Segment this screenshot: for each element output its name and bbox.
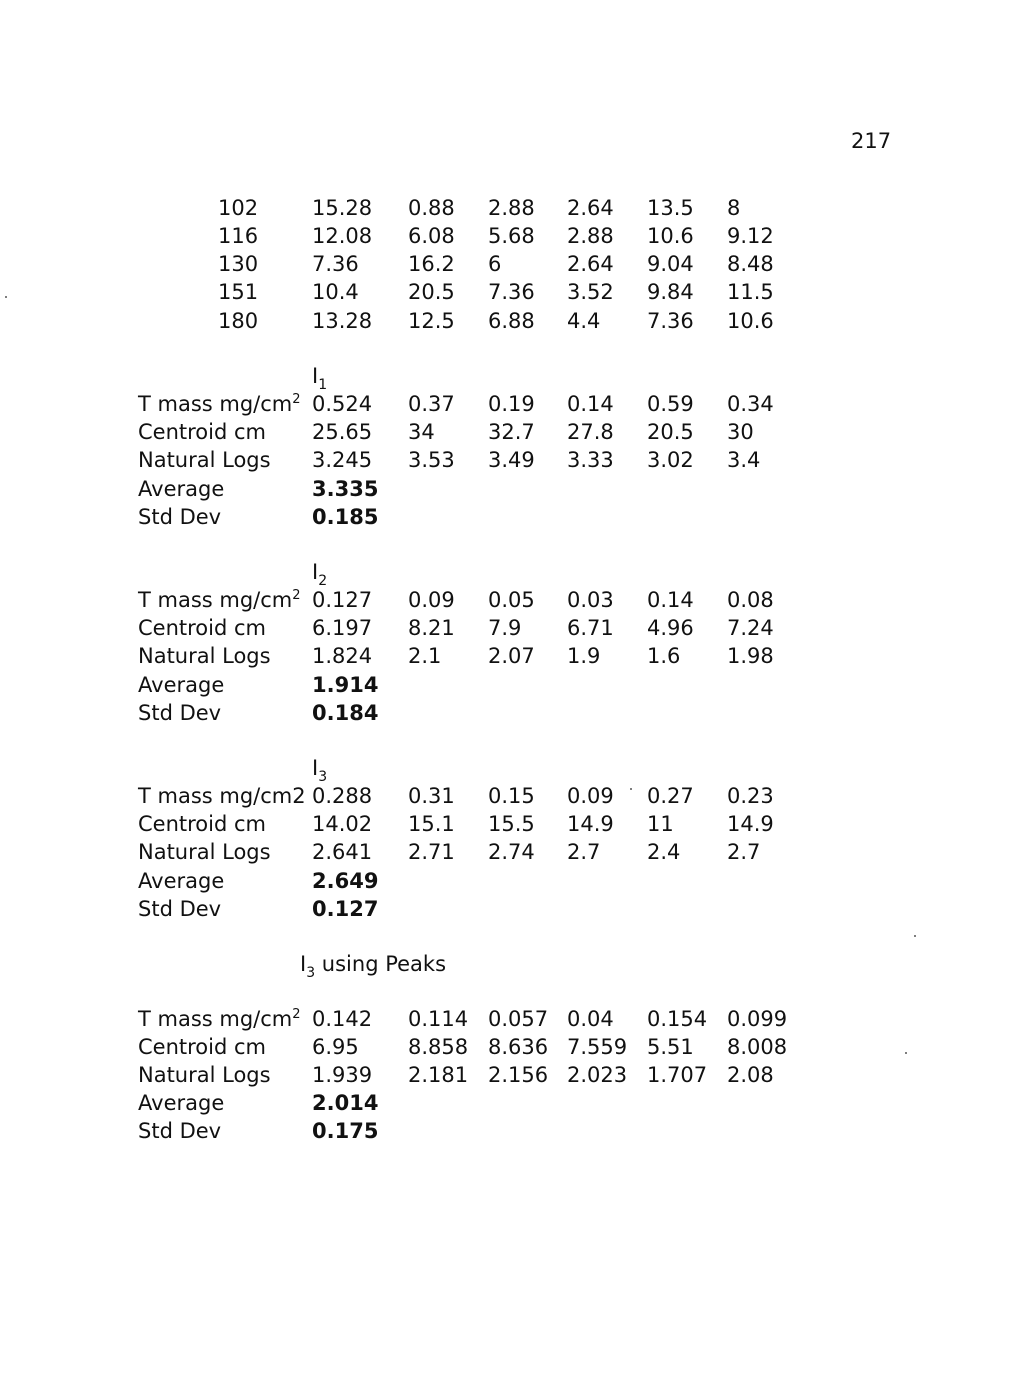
row-label: Std Dev xyxy=(138,505,222,529)
table-cell: 2.641 xyxy=(312,840,373,864)
table-row xyxy=(0,194,1017,222)
table-cell: 0.057 xyxy=(488,1007,549,1031)
scan-speck xyxy=(914,935,916,937)
table-cell: 8.636 xyxy=(488,1035,549,1059)
table-cell: 116 xyxy=(218,224,259,248)
table-cell: 0.37 xyxy=(408,392,455,416)
logs-row xyxy=(0,642,1017,670)
table-cell: 9.12 xyxy=(727,224,774,248)
table-cell: 0.15 xyxy=(488,784,535,808)
row-label: Natural Logs xyxy=(138,1063,271,1087)
table-row xyxy=(0,307,1017,335)
table-cell: 1.6 xyxy=(647,644,681,668)
table-cell: 2.156 xyxy=(488,1063,549,1087)
table-cell: 0.524 xyxy=(312,392,373,416)
table-cell: 3.53 xyxy=(408,448,455,472)
table-cell: 8.48 xyxy=(727,252,774,276)
stddev-row xyxy=(0,503,1017,531)
table-cell: 0.23 xyxy=(727,784,774,808)
table-cell: 13.5 xyxy=(647,196,694,220)
table-cell: 130 xyxy=(218,252,259,276)
table-cell: 34 xyxy=(408,420,435,444)
row-label: T mass $mg/cm^2$ xyxy=(138,392,301,416)
average-row xyxy=(0,867,1017,895)
table-cell: 7.24 xyxy=(727,616,774,640)
table-cell: 3.49 xyxy=(488,448,535,472)
table-cell: 14.02 xyxy=(312,812,373,836)
table-cell: 1.9 xyxy=(567,644,601,668)
table-cell: 10.6 xyxy=(647,224,694,248)
table-cell: 0.31 xyxy=(408,784,455,808)
stddev-value: 0.185 xyxy=(312,505,379,529)
table-cell: 1.707 xyxy=(647,1063,708,1087)
row-label: T mass mg/cm2 xyxy=(138,784,306,808)
table-cell: 15.1 xyxy=(408,812,455,836)
table-cell: 2.88 xyxy=(488,196,535,220)
table-cell: 8.008 xyxy=(727,1035,788,1059)
table-cell: 2.7 xyxy=(567,840,601,864)
page-number: 217 xyxy=(851,129,892,153)
table-cell: 12.08 xyxy=(312,224,373,248)
table-cell: 15.28 xyxy=(312,196,373,220)
table-cell: 25.65 xyxy=(312,420,373,444)
table-cell: 10.6 xyxy=(727,309,774,333)
average-value: 3.335 xyxy=(312,477,379,501)
table-cell: 0.127 xyxy=(312,588,373,612)
table-cell: 16.2 xyxy=(408,252,455,276)
table-cell: 0.88 xyxy=(408,196,455,220)
section-heading: $I_1$ xyxy=(312,364,328,393)
table-cell: 0.14 xyxy=(567,392,614,416)
table-cell: 102 xyxy=(218,196,259,220)
row-label: Std Dev xyxy=(138,897,222,921)
average-value: 1.914 xyxy=(312,673,379,697)
table-cell: 2.88 xyxy=(567,224,614,248)
row-label: Average xyxy=(138,673,225,697)
scan-speck xyxy=(630,788,632,790)
table-cell: 2.08 xyxy=(727,1063,774,1087)
table-cell: 3.33 xyxy=(567,448,614,472)
table-cell: 3.52 xyxy=(567,280,614,304)
row-label: Centroid cm xyxy=(138,616,266,640)
stddev-value: 0.175 xyxy=(312,1119,379,1143)
table-cell: 2.7 xyxy=(727,840,761,864)
table-cell: 180 xyxy=(218,309,259,333)
average-row xyxy=(0,475,1017,503)
table-cell: 6.95 xyxy=(312,1035,359,1059)
row-label: Average xyxy=(138,869,225,893)
table-cell: 3.02 xyxy=(647,448,694,472)
average-value: 2.649 xyxy=(312,869,379,893)
stddev-row xyxy=(0,699,1017,727)
table-cell: 10.4 xyxy=(312,280,359,304)
row-label: Centroid cm xyxy=(138,420,266,444)
row-label: T mass $mg/cm^2$ xyxy=(138,588,301,612)
table-cell: 2.181 xyxy=(408,1063,469,1087)
table-cell: 0.09 xyxy=(567,784,614,808)
table-cell: 0.154 xyxy=(647,1007,708,1031)
tmass-row xyxy=(0,782,1017,810)
table-cell: 6 xyxy=(488,252,502,276)
table-cell: 2.023 xyxy=(567,1063,628,1087)
table-cell: 0.59 xyxy=(647,392,694,416)
table-cell: 13.28 xyxy=(312,309,373,333)
table-row xyxy=(0,222,1017,250)
table-cell: 32.7 xyxy=(488,420,535,444)
row-label: Average xyxy=(138,1091,225,1115)
logs-row xyxy=(0,446,1017,474)
table-cell: 12.5 xyxy=(408,309,455,333)
table-cell: 8 xyxy=(727,196,741,220)
table-cell: 2.64 xyxy=(567,252,614,276)
table-row xyxy=(0,278,1017,306)
table-cell: 3.4 xyxy=(727,448,761,472)
table-cell: 7.36 xyxy=(647,309,694,333)
scan-speck xyxy=(905,1052,907,1054)
table-cell: 2.71 xyxy=(408,840,455,864)
table-cell: 0.05 xyxy=(488,588,535,612)
stddev-value: 0.127 xyxy=(312,897,379,921)
section-heading: $I_2$ xyxy=(312,560,328,589)
tmass-row xyxy=(0,1005,1017,1033)
average-row xyxy=(0,671,1017,699)
logs-row xyxy=(0,838,1017,866)
table-cell: 8.21 xyxy=(408,616,455,640)
table-cell: 0.27 xyxy=(647,784,694,808)
row-label: Natural Logs xyxy=(138,840,271,864)
table-cell: 11 xyxy=(647,812,674,836)
row-label: Average xyxy=(138,477,225,501)
table-cell: 27.8 xyxy=(567,420,614,444)
row-label: Natural Logs xyxy=(138,448,271,472)
table-cell: 7.559 xyxy=(567,1035,628,1059)
table-cell: 7.36 xyxy=(488,280,535,304)
table-cell: 0.099 xyxy=(727,1007,788,1031)
table-cell: 6.88 xyxy=(488,309,535,333)
table-cell: 1.98 xyxy=(727,644,774,668)
logs-row xyxy=(0,1061,1017,1089)
table-cell: 14.9 xyxy=(727,812,774,836)
table-cell: 6.08 xyxy=(408,224,455,248)
table-cell: 5.51 xyxy=(647,1035,694,1059)
stddev-row xyxy=(0,1117,1017,1145)
table-cell: 6.197 xyxy=(312,616,373,640)
table-cell: 2.4 xyxy=(647,840,681,864)
table-cell: 2.1 xyxy=(408,644,442,668)
table-cell: 0.14 xyxy=(647,588,694,612)
table-cell: 0.08 xyxy=(727,588,774,612)
row-label: Centroid cm xyxy=(138,1035,266,1059)
table-cell: 3.245 xyxy=(312,448,373,472)
table-cell: 151 xyxy=(218,280,259,304)
table-cell: 0.19 xyxy=(488,392,535,416)
scan-speck xyxy=(5,296,7,298)
table-cell: 0.09 xyxy=(408,588,455,612)
table-cell: 5.68 xyxy=(488,224,535,248)
row-label: Natural Logs xyxy=(138,644,271,668)
table-cell: 0.288 xyxy=(312,784,373,808)
table-cell: 8.858 xyxy=(408,1035,469,1059)
centroid-row xyxy=(0,810,1017,838)
centroid-row xyxy=(0,614,1017,642)
table-cell: 1.939 xyxy=(312,1063,373,1087)
row-label: Std Dev xyxy=(138,1119,222,1143)
tmass-row xyxy=(0,390,1017,418)
table-cell: 20.5 xyxy=(408,280,455,304)
table-cell: 11.5 xyxy=(727,280,774,304)
stddev-value: 0.184 xyxy=(312,701,379,725)
table-cell: 2.64 xyxy=(567,196,614,220)
table-cell: 0.03 xyxy=(567,588,614,612)
table-cell: 7.36 xyxy=(312,252,359,276)
table-cell: 30 xyxy=(727,420,754,444)
table-cell: 1.824 xyxy=(312,644,373,668)
table-cell: 6.71 xyxy=(567,616,614,640)
table-cell: 0.04 xyxy=(567,1007,614,1031)
centroid-row xyxy=(0,1033,1017,1061)
table-cell: 0.114 xyxy=(408,1007,469,1031)
table-cell: 15.5 xyxy=(488,812,535,836)
average-row xyxy=(0,1089,1017,1117)
row-label: T mass $mg/cm^2$ xyxy=(138,1007,301,1031)
table-cell: 2.07 xyxy=(488,644,535,668)
stddev-row xyxy=(0,895,1017,923)
table-cell: 7.9 xyxy=(488,616,522,640)
table-cell: 4.96 xyxy=(647,616,694,640)
table-cell: 2.74 xyxy=(488,840,535,864)
table-cell: 9.04 xyxy=(647,252,694,276)
table-cell: 9.84 xyxy=(647,280,694,304)
centroid-row xyxy=(0,418,1017,446)
table-cell: 20.5 xyxy=(647,420,694,444)
section-heading: $I_3$ xyxy=(312,756,328,785)
table-row xyxy=(0,250,1017,278)
table-cell: 0.34 xyxy=(727,392,774,416)
table-cell: 14.9 xyxy=(567,812,614,836)
table-cell: 4.4 xyxy=(567,309,601,333)
row-label: Centroid cm xyxy=(138,812,266,836)
average-value: 2.014 xyxy=(312,1091,379,1115)
tmass-row xyxy=(0,586,1017,614)
section-heading: $I_3$ using Peaks xyxy=(300,952,447,981)
table-cell: 0.142 xyxy=(312,1007,373,1031)
row-label: Std Dev xyxy=(138,701,222,725)
